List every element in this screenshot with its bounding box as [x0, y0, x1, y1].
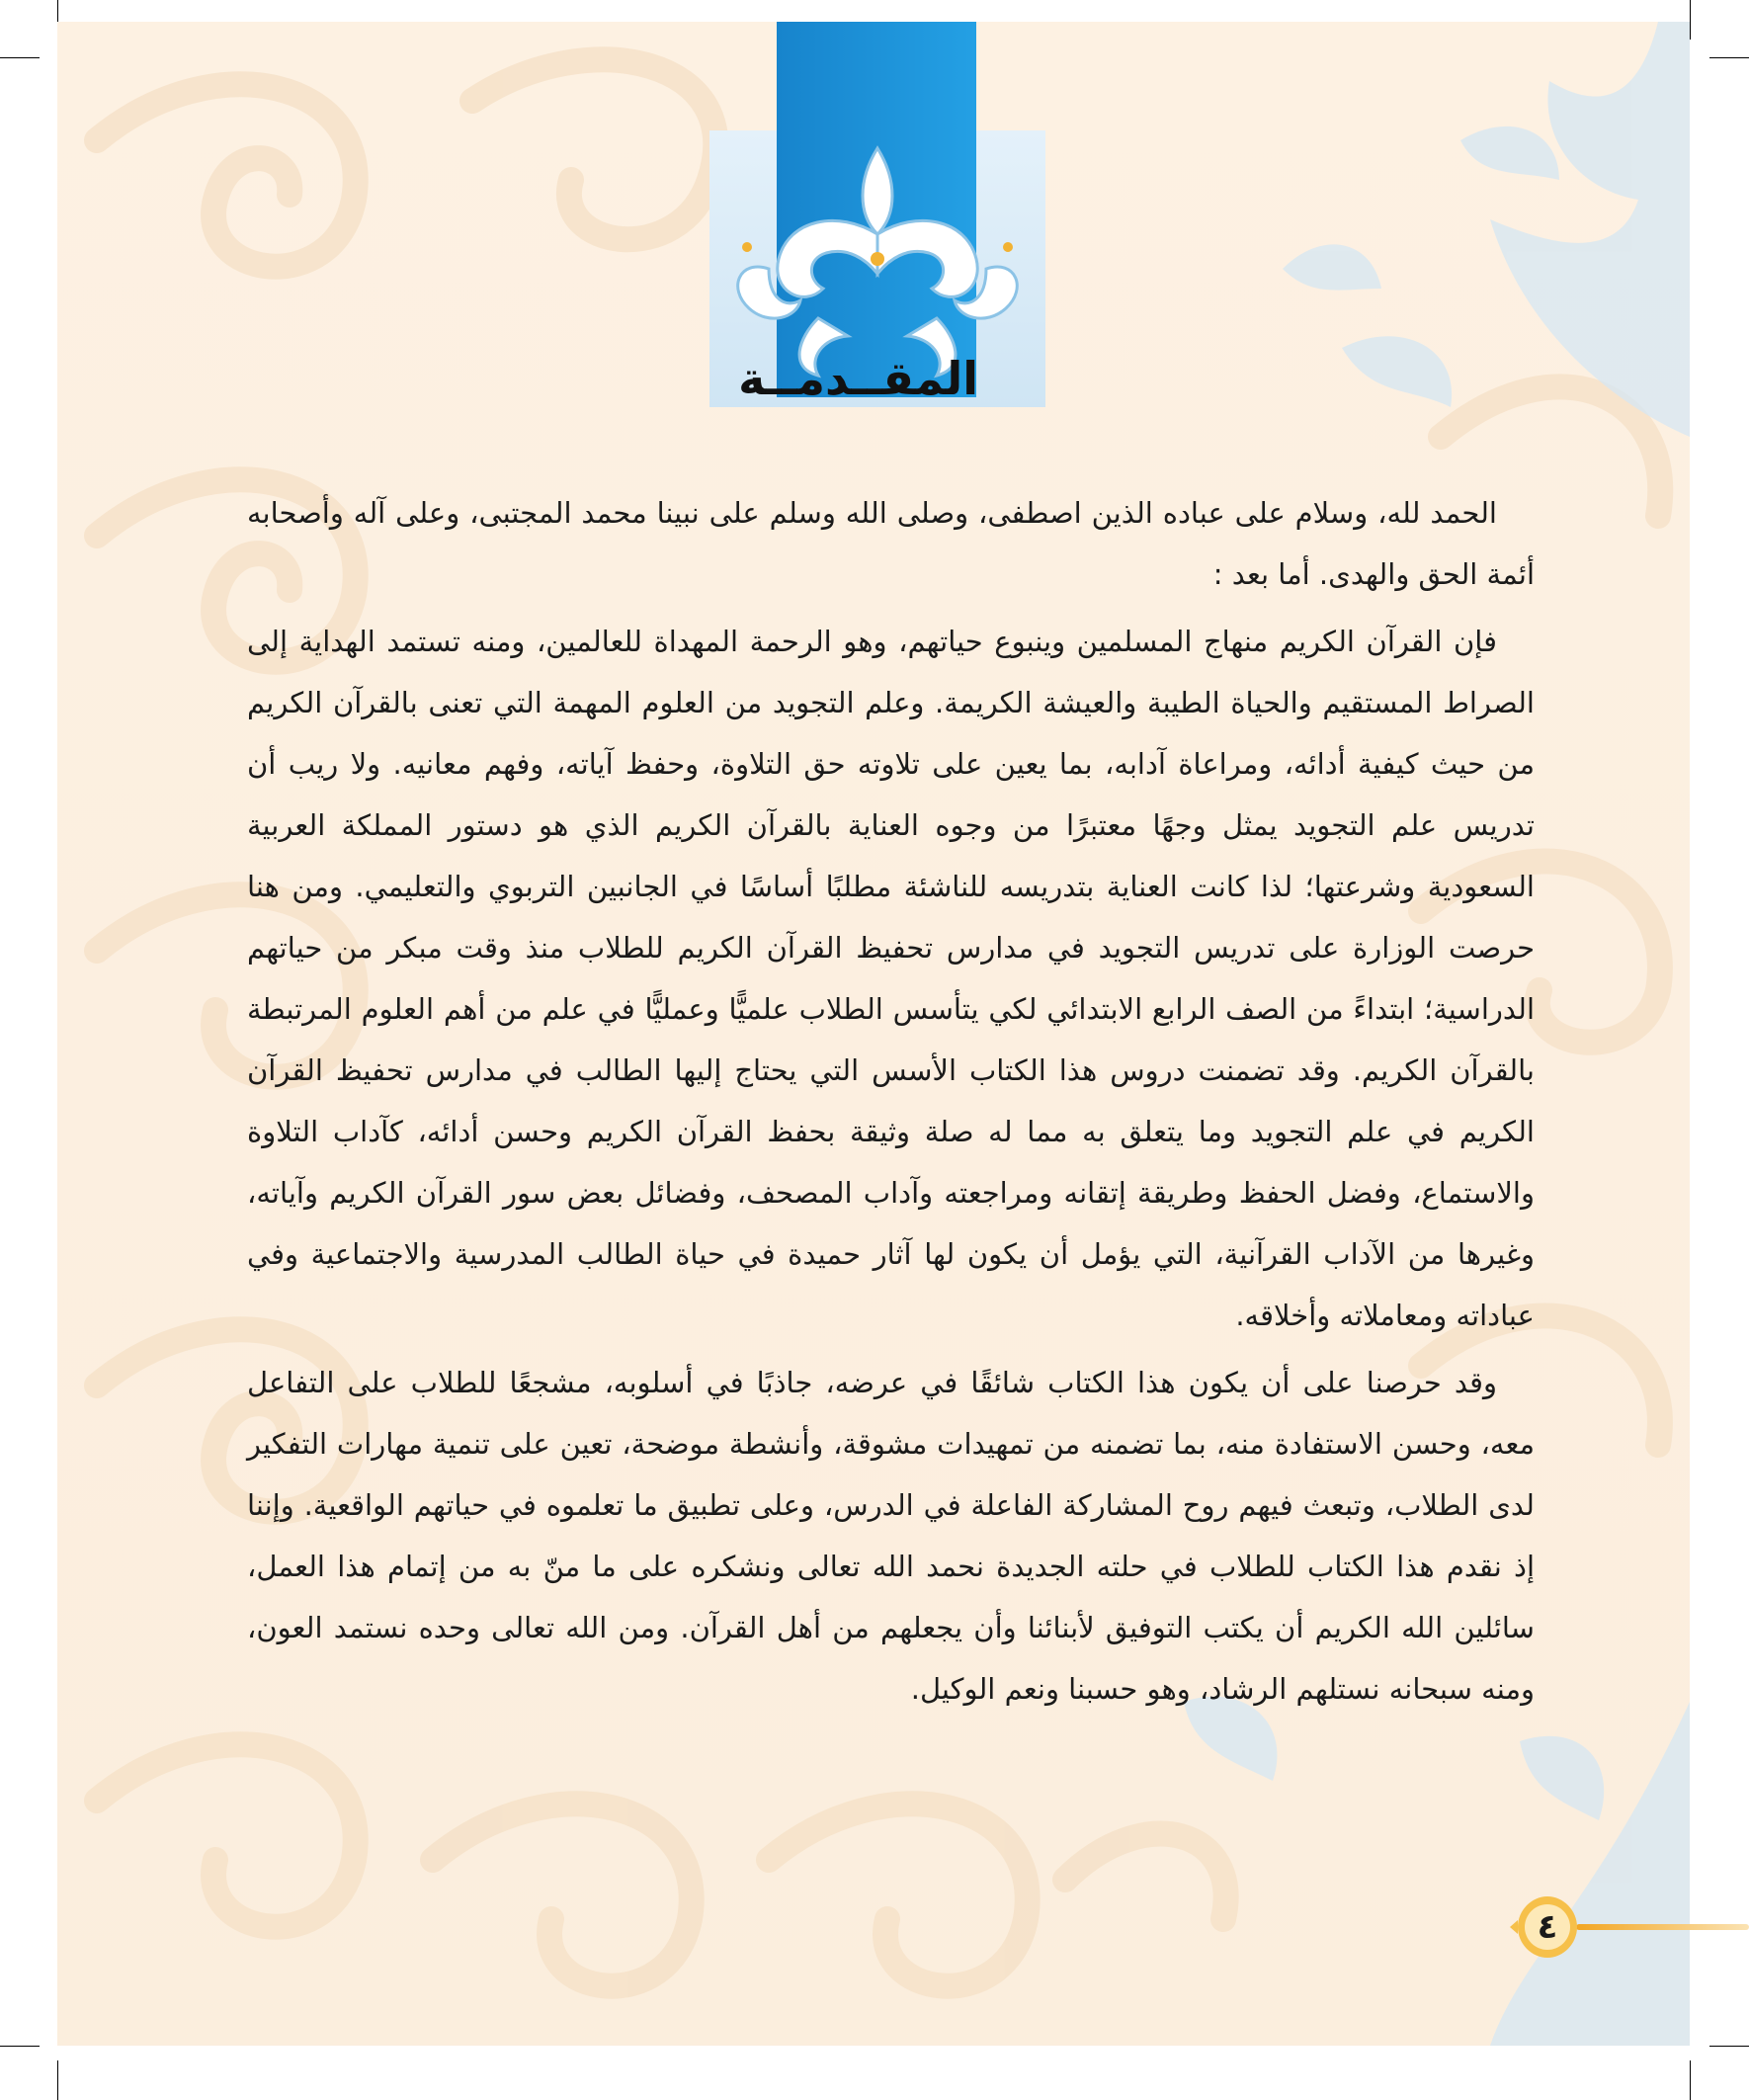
crop-mark [1690, 2060, 1691, 2100]
crop-mark [0, 57, 40, 58]
introduction-body [247, 482, 1535, 1720]
crop-mark [1690, 0, 1691, 40]
paragraph: فإن القرآن الكريم منهاج المسلمين وينبوع حياتهم، وهو الرحمة المهداة للعالمين، ومنه تستمد الهداية إلى الصراط المستقيم والحياة الطيبة والعيشة الكريمة. وعلم التجويد من العلوم المهمة التي تعنى بالقرآن الكريم من حيث كيفية أدائه، ومراعاة آدابه، بما يعين على تلاوته حق التلاوة، وحفظ آياته، وفهم معانيه. ولا ريب أن تدريس علم التجويد يمثل وجهًا معتبرًا من وجوه العناية بالقرآن الكريم الذي هو دستور المملكة العربية السعودية وشرعتها؛ لذا كانت العناية بتدريسه للناشئة مطلبًا أساسًا في الجانبين التربوي والتعليمي. ومن هنا حرصت الوزارة على تدريس التجويد في مدارس تحفيظ القرآن الكريم للطلاب منذ وقت مبكر من حياتهم الدراسية؛ ابتداءً من الصف الرابع الابتدائي لكي يتأسس الطلاب علميًّا وعمليًّا في علم من أهم العلوم المرتبطة بالقرآن الكريم. وقد تضمنت دروس هذا الكتاب الأسس التي يحتاج إليها الطالب في مدارس تحفيظ القرآن الكريم في علم التجويد وما يتعلق به مما له صلة وثيقة بحفظ القرآن الكريم وحسن أدائه، كآداب التلاوة والاستماع، وفضل الحفظ وطريقة إتقانه ومراجعته وآداب المصحف، وفضائل بعض سور القرآن الكريم وآياته، وغيرها من الآداب القرآنية، التي يؤمل أن يكون لها آثار حميدة في حياة الطالب المدرسية والاجتماعية وفي عباداته ومعاملاته وأخلاقه. [247, 625, 1535, 1332]
paragraph: وقد حرصنا على أن يكون هذا الكتاب شائقًا في عرضه، جاذبًا في أسلوبه، مشجعًا للطلاب على التفاعل معه، وحسن الاستفادة منه، بما تضمنه من تمهيدات مشوقة، وأنشطة موضحة، تعين على تنمية مهارات التفكير لدى الطلاب، وتبعث فيهم روح المشاركة الفاعلة في الدرس، وعلى تطبيق ما تعلموه في حياتهم الواقعية. وإننا إذ نقدم هذا الكتاب للطلاب في حلته الجديدة نحمد الله تعالى ونشكره على ما منّ به من إتمام هذا العمل، سائلين الله الكريم أن يكتب التوفيق لأبنائنا وأن يجعلهم من أهل القرآن. ومن الله تعالى وحده نستمد العون، ومنه سبحانه نستلهم الرشاد، وهو حسبنا ونعم الوكيل. [247, 1366, 1535, 1706]
crop-mark [0, 2046, 40, 2047]
header-ornament [709, 22, 1045, 407]
page-title: المقــدمــة [738, 352, 978, 405]
crop-mark [1709, 2046, 1749, 2047]
paragraph: الحمد لله، وسلام على عباده الذين اصطفى، وصلى الله وسلم على نبينا محمد المجتبى، وعلى آله وأصحابه أئمة الحق والهدى. أما بعد : [247, 496, 1535, 591]
crop-mark [57, 2060, 58, 2100]
crop-mark [1709, 57, 1749, 58]
page-number: ٤ [1537, 1907, 1558, 1947]
